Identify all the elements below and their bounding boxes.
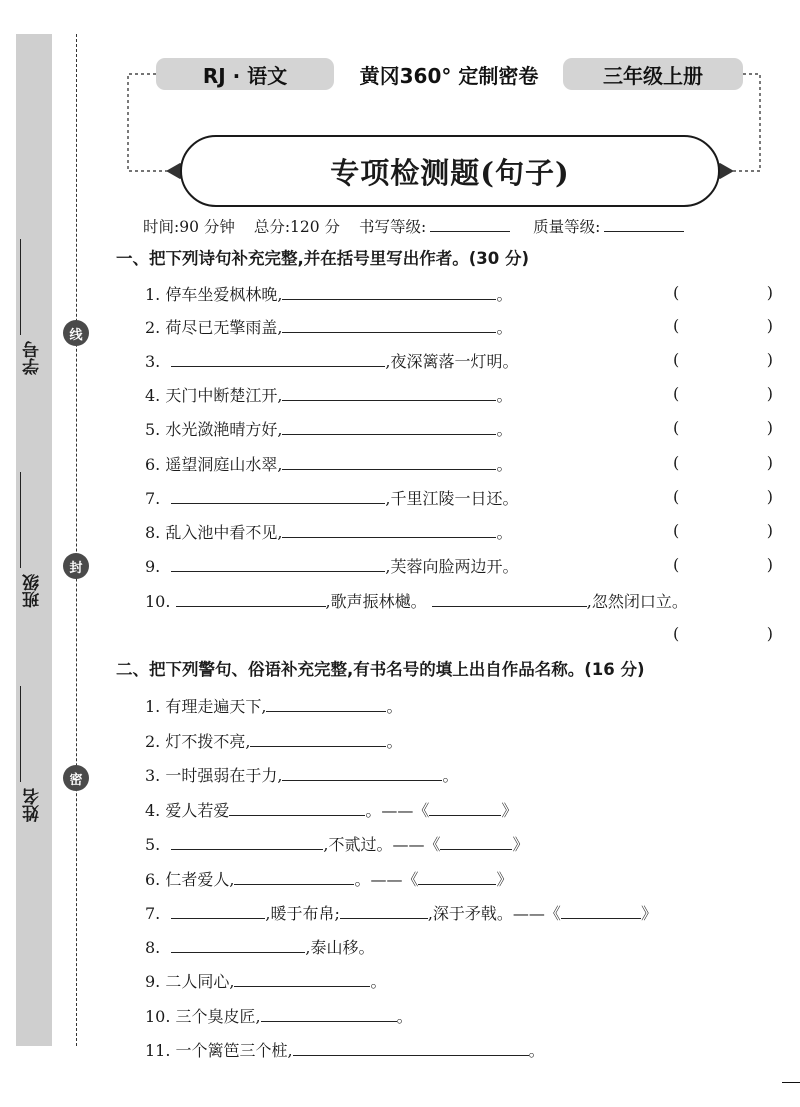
item-text: ,泰山移。: [305, 938, 375, 957]
answer-blank[interactable]: [340, 900, 428, 919]
answer-blank[interactable]: [234, 866, 354, 885]
item-text: 》: [640, 904, 657, 923]
quality-grade-blank[interactable]: [604, 231, 684, 232]
answer-blank[interactable]: [432, 588, 587, 607]
item-text: 。: [386, 697, 403, 716]
page-title-text: 专项检测题(句子): [330, 155, 570, 190]
answer-blank[interactable]: [282, 416, 496, 435]
item-text: 。: [370, 972, 387, 991]
item-number: 8.: [145, 938, 161, 957]
item-text: ,暖于布帛;: [265, 904, 340, 923]
item-text: 一个篱笆三个桩,: [175, 1041, 293, 1060]
item-text: 。: [496, 386, 513, 405]
item-text: 。: [496, 455, 513, 474]
paren-close: ): [766, 624, 773, 643]
answer-blank[interactable]: [171, 553, 385, 572]
paren-open: (: [673, 487, 680, 506]
name-label: 姓名: [23, 788, 43, 822]
item-text: ,芙蓉向脸两边开。: [385, 557, 519, 576]
paren-open: (: [673, 555, 680, 574]
item-number: 7.: [145, 489, 161, 508]
paren-close: ): [766, 418, 773, 437]
answer-blank[interactable]: [229, 797, 365, 816]
item-text: 遥望洞庭山水翠,: [165, 455, 283, 474]
s2-item-4: [145, 797, 517, 821]
item-text: 》: [512, 835, 529, 854]
item-text: ,夜深篱落一灯明。: [385, 352, 519, 371]
item-number: 7.: [145, 904, 161, 923]
item-text: 仁者爱人,: [165, 870, 235, 889]
paren-close: ): [766, 283, 773, 302]
item-number: 4.: [145, 386, 161, 405]
s1-item-2: [145, 314, 512, 338]
paren-open: (: [673, 316, 680, 335]
source-blank[interactable]: [440, 831, 512, 850]
paren-open: (: [673, 350, 680, 369]
s2-item-9: [145, 968, 386, 992]
corner-mark: [782, 1082, 800, 1083]
answer-blank[interactable]: [293, 1037, 529, 1056]
paren-close: ): [766, 384, 773, 403]
item-text: 有理走遍天下,: [165, 697, 267, 716]
s2-item-8: [145, 934, 374, 958]
item-number: 5.: [145, 835, 161, 854]
score-info: 总分:120 分: [253, 218, 341, 236]
s1-item-7: [145, 485, 518, 509]
paren-close: ): [766, 555, 773, 574]
item-text: 一时强弱在于力,: [165, 766, 283, 785]
item-number: 3.: [145, 352, 161, 371]
answer-blank[interactable]: [282, 451, 496, 470]
s2-item-6: [145, 866, 512, 890]
s2-item-11: [145, 1037, 545, 1061]
author-parens[interactable]: [673, 624, 773, 643]
answer-blank[interactable]: [282, 519, 496, 538]
item-text: ,歌声振林樾。: [325, 592, 427, 611]
paren-open: (: [673, 384, 680, 403]
answer-blank[interactable]: [282, 314, 496, 333]
item-text: 水光潋滟晴方好,: [165, 420, 283, 439]
item-number: 8.: [145, 523, 161, 542]
item-text: 。: [442, 766, 459, 785]
answer-blank[interactable]: [171, 485, 385, 504]
s2-item-3: [145, 762, 458, 786]
item-number: 5.: [145, 420, 161, 439]
answer-blank[interactable]: [266, 693, 386, 712]
item-text: 。: [528, 1041, 545, 1060]
answer-blank[interactable]: [171, 934, 305, 953]
item-text: ,深于矛戟。——《: [427, 904, 561, 923]
time-info: 时间:90 分钟: [143, 218, 235, 236]
subject-badge: RJ · 语文: [156, 58, 334, 90]
item-text: ,不贰过。——《: [323, 835, 441, 854]
item-text: 。: [496, 420, 513, 439]
item-text: 。: [496, 285, 513, 304]
writing-grade-blank[interactable]: [430, 231, 510, 232]
s1-item-1: [145, 281, 512, 305]
paren-close: ): [766, 487, 773, 506]
s1-item-3: [145, 348, 518, 372]
name-field[interactable]: [20, 672, 48, 822]
author-parens[interactable]: [673, 316, 773, 335]
item-number: 6.: [145, 455, 161, 474]
s1-item-5: [145, 416, 512, 440]
paren-close: ): [766, 453, 773, 472]
s1-item-4: [145, 382, 512, 406]
seal-line: 线: [63, 320, 89, 346]
item-number: 11.: [145, 1041, 171, 1060]
item-text: 。: [496, 318, 513, 337]
item-number: 4.: [145, 801, 161, 820]
item-number: 3.: [145, 766, 161, 785]
answer-blank[interactable]: [176, 588, 326, 607]
source-blank[interactable]: [561, 900, 641, 919]
item-number: 6.: [145, 870, 161, 889]
answer-blank[interactable]: [234, 968, 370, 987]
answer-blank[interactable]: [261, 1003, 397, 1022]
item-text: 爱人若爱: [165, 801, 230, 820]
item-text: 。——《: [354, 870, 419, 889]
author-parens[interactable]: [673, 487, 773, 506]
item-number: 9.: [145, 972, 161, 991]
s1-item-8: [145, 519, 512, 543]
item-text: 停车坐爱枫林晚,: [165, 285, 283, 304]
author-parens[interactable]: [673, 418, 773, 437]
grade-badge: 三年级上册: [563, 58, 743, 90]
page-title: [180, 135, 720, 207]
s1-item-6: [145, 451, 512, 475]
s2-item-10: [145, 1003, 413, 1027]
item-number: 10.: [145, 592, 171, 611]
item-number: 1.: [145, 697, 161, 716]
s2-item-2: [145, 728, 402, 752]
item-text: ,忽然闭口立。: [586, 592, 688, 611]
answer-blank[interactable]: [171, 348, 385, 367]
item-text: 灯不拨不亮,: [165, 732, 251, 751]
author-parens[interactable]: [673, 283, 773, 302]
author-parens[interactable]: [673, 350, 773, 369]
item-text: 》: [501, 801, 518, 820]
paren-open: (: [673, 418, 680, 437]
quality-grade-label: 质量等级:: [533, 218, 601, 236]
item-text: 二人同心,: [165, 972, 235, 991]
paren-open: (: [673, 283, 680, 302]
brand-title: 黄冈360° 定制密卷: [359, 63, 539, 88]
item-number: 9.: [145, 557, 161, 576]
paren-open: (: [673, 453, 680, 472]
seal-feng: 封: [63, 553, 89, 579]
item-number: 2.: [145, 318, 161, 337]
item-text: 荷尽已无擎雨盖,: [165, 318, 283, 337]
class-blank[interactable]: [20, 472, 21, 568]
item-text: 天门中断楚江开,: [165, 386, 283, 405]
answer-blank[interactable]: [282, 281, 496, 300]
item-text: 。: [496, 523, 513, 542]
exam-info: [143, 215, 684, 237]
item-text: 。: [386, 732, 403, 751]
item-text: ,千里江陵一日还。: [385, 489, 519, 508]
section2-title: 二、把下列警句、俗语补充完整,有书名号的填上出自作品名称。(16 分): [116, 660, 645, 679]
answer-blank[interactable]: [171, 831, 323, 850]
answer-blank[interactable]: [282, 762, 442, 781]
s2-item-1: [145, 693, 402, 717]
author-parens[interactable]: [673, 555, 773, 574]
s2-item-5: [145, 831, 528, 855]
author-parens[interactable]: [673, 453, 773, 472]
class-field[interactable]: [20, 458, 48, 608]
item-number: 2.: [145, 732, 161, 751]
answer-blank[interactable]: [282, 382, 496, 401]
student-id-label: 学号: [23, 341, 43, 375]
s1-item-9: [145, 553, 518, 577]
item-text: 。——《: [365, 801, 430, 820]
class-label: 班级: [23, 574, 43, 608]
paren-open: (: [673, 521, 680, 540]
item-number: 10.: [145, 1007, 171, 1026]
item-text: 》: [496, 870, 513, 889]
paren-open: (: [673, 624, 680, 643]
item-number: 1.: [145, 285, 161, 304]
answer-blank[interactable]: [171, 900, 265, 919]
source-blank[interactable]: [429, 797, 501, 816]
s1-item-10: [145, 588, 688, 612]
section1-title: 一、把下列诗句补充完整,并在括号里写出作者。(30 分): [116, 249, 530, 268]
answer-blank[interactable]: [250, 728, 386, 747]
s2-item-7: [145, 900, 657, 924]
writing-grade-label: 书写等级:: [358, 218, 427, 236]
author-parens[interactable]: [673, 384, 773, 403]
author-parens[interactable]: [673, 521, 773, 540]
item-text: 。: [396, 1007, 413, 1026]
paren-close: ): [766, 316, 773, 335]
seal-mi: 密: [63, 765, 89, 791]
item-text: 三个臭皮匠,: [175, 1007, 261, 1026]
paren-close: ): [766, 350, 773, 369]
item-text: 乱入池中看不见,: [165, 523, 283, 542]
source-blank[interactable]: [418, 866, 496, 885]
paren-close: ): [766, 521, 773, 540]
name-blank[interactable]: [20, 686, 21, 782]
